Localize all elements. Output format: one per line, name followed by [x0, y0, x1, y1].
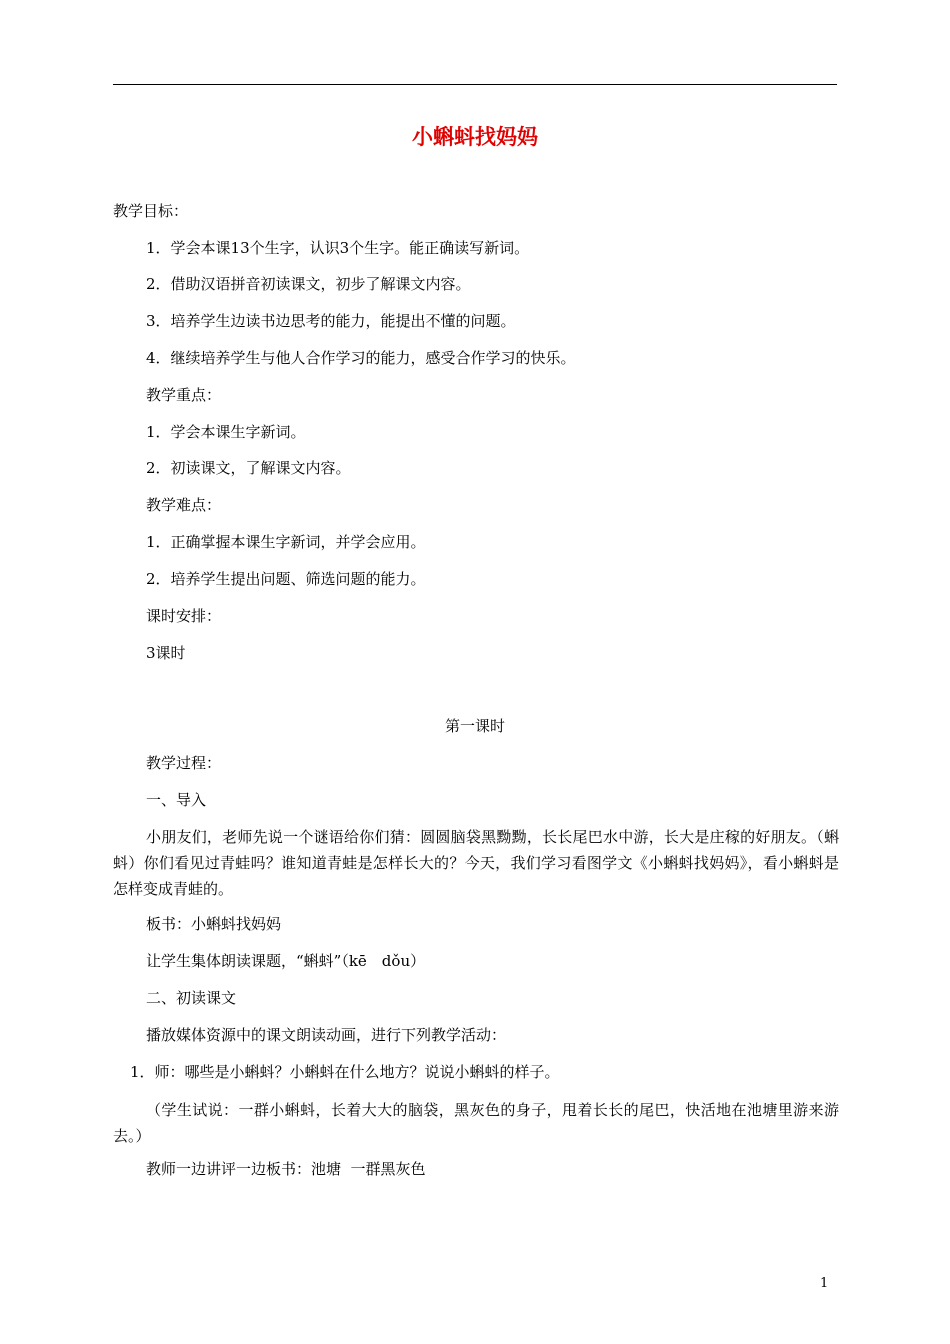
intro-paragraph: 小朋友们，老师先说一个谜语给你们猜：圆圆脑袋黑黝黝，长长尾巴水中游，长大是庄稼的好朋友。（蝌蚪）你们看见过青蛙吗？谁知道青蛙是怎样长大的？今天，我们学习看图学文《小蝌蚪找妈妈》，看小蝌蚪是怎样变成青蛙的。	[113, 828, 839, 898]
process-heading: 教学过程：	[146, 754, 222, 772]
board-writing-pond: 教师一边讲评一边板书：池塘 一群黑灰色	[146, 1160, 426, 1178]
read-title-instruction: 让学生集体朗读课题，“蝌蚪”（kē dǒu）	[146, 952, 426, 970]
goal-item-1: 1．学会本课13个生字，认识3个生字。能正确读写新词。	[146, 239, 530, 257]
key-points-heading: 教学重点：	[146, 386, 222, 404]
goal-item-4: 4．继续培养学生与他人合作学习的能力，感受合作学习的快乐。	[146, 349, 576, 367]
goal-item-2: 2．借助汉语拼音初读课文，初步了解课文内容。	[146, 275, 471, 293]
key-point-2: 2．初读课文，了解课文内容。	[146, 459, 351, 477]
media-activity: 播放媒体资源中的课文朗读动画，进行下列教学活动：	[146, 1026, 507, 1044]
key-point-1: 1．学会本课生字新词。	[146, 423, 306, 441]
difficulties-heading: 教学难点：	[146, 496, 222, 514]
page-number: 1	[820, 1276, 829, 1291]
lesson-heading: 第一课时	[444, 717, 505, 735]
goal-item-3: 3．培养学生边读书边思考的能力，能提出不懂的问题。	[146, 312, 516, 330]
question-1: 1．师：哪些是小蝌蚪？小蝌蚪在什么地方？说说小蝌蚪的样子。	[130, 1063, 560, 1081]
header-rule	[113, 84, 837, 85]
difficulty-2: 2．培养学生提出问题、筛选问题的能力。	[146, 570, 426, 588]
section-heading-first-reading: 二、初读课文	[146, 989, 237, 1007]
goals-heading: 教学目标：	[113, 202, 189, 220]
schedule-value: 3课时	[146, 644, 186, 662]
student-answer: （学生试说：一群小蝌蚪，长着大大的脑袋，黑灰色的身子，甩着长长的尾巴，快活地在池塘里游来游去。）	[113, 1101, 839, 1145]
schedule-heading: 课时安排：	[146, 607, 222, 625]
section-heading-intro: 一、导入	[146, 791, 207, 809]
document-title: 小蝌蚪找妈妈	[412, 124, 538, 149]
board-writing-title: 板书：小蝌蚪找妈妈	[146, 915, 282, 933]
difficulty-1: 1．正确掌握本课生字新词，并学会应用。	[146, 533, 426, 551]
